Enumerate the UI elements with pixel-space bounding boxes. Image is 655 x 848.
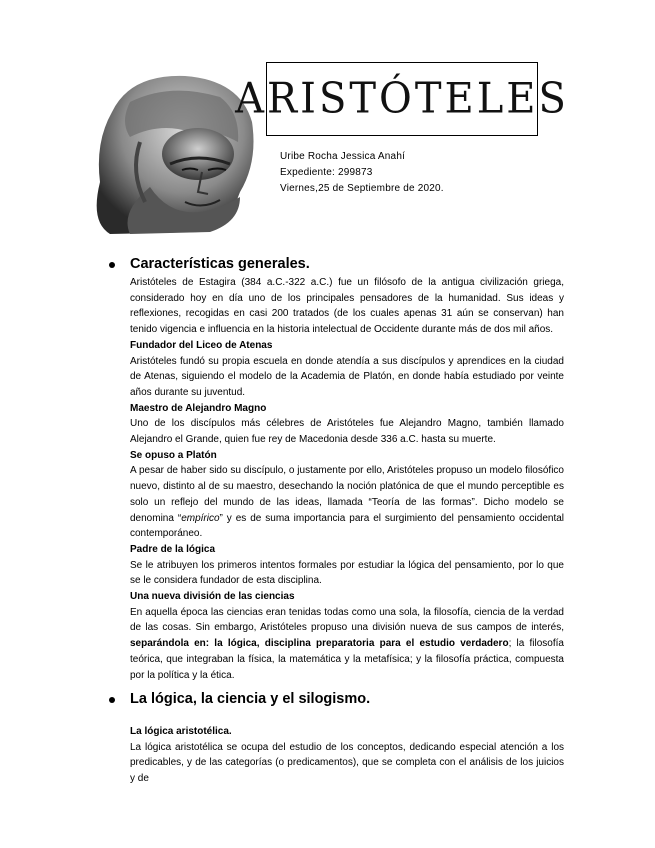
subsection-text: La lógica aristotélica se ocupa del estudio de los conceptos, dedicando especial atención a los predicables, y de las categorías (o predicamentos), que se completa con el análisis de los juicios y de <box>130 741 564 785</box>
subsection-text: Aristóteles fundó su propia escuela en donde atendía a sus discípulos y aprendices en la ciudad de Atenas, siguiendo el modelo de la Academia de Platón, en donde había estudiado por veinte años durante su juventud. <box>130 355 564 398</box>
subsection-heading: Una nueva división de las ciencias <box>130 591 295 603</box>
text-segment: En aquella época las ciencias eran tenidas todas como una sola, la filosofía, ciencia de la verdad de las cosas. Sin embargo, Aristóteles propuso una división nueva de sus campos de interés, <box>130 606 564 634</box>
subsection-heading: Maestro de Alejandro Magno <box>130 402 267 414</box>
bullet-icon <box>109 262 115 268</box>
subsection-text: Se le atribuyen los primeros intentos formales por estudiar la lógica del pensamiento, por lo que se le considera fundador de esta disciplina. <box>130 559 564 587</box>
title-box <box>235 62 569 136</box>
section-logic-content <box>130 724 564 787</box>
expediente: Expediente: 299873 <box>280 167 373 178</box>
text-segment: ; la filosofía teórica, que integraban la física, la matemática y la metafísica; y la filosofía práctica, compuesta por la política y la ética. <box>130 638 564 681</box>
text-segment: ” y es de suma importancia para el surgimiento del pensamiento occidental contemporáneo. <box>130 512 565 540</box>
emphasis-text: empírico <box>181 512 220 524</box>
section-title: La lógica, la ciencia y el silogismo. <box>130 691 371 707</box>
section-title: Características generales. <box>130 256 310 272</box>
document-title: ARISTÓTELES <box>235 74 569 124</box>
subsection-text: Uno de los discípulos más célebres de Aristóteles fue Alejandro Magno, también llamado Alejandro el Grande, quien fue rey de Macedonia desde 336 a.C. hasta su muerte. <box>130 418 564 446</box>
section-logic <box>110 690 370 708</box>
text-segment: A pesar de haber sido su discípulo, o justamente por ello, Aristóteles propuso un modelo filosófico nuevo, distinto al de su maestro, desechando la noción platónica de que el mundo perceptible es solo un reflejo del mundo de las ideas, llamada “Teoría de las formas”. Dicho modelo se denomina “ <box>130 465 564 524</box>
author-info <box>280 149 444 197</box>
date: Viernes,25 de Septiembre de 2020. <box>280 183 444 194</box>
subsection-heading: Se opuso a Platón <box>130 449 217 461</box>
subsection-heading: Fundador del Liceo de Atenas <box>130 339 273 351</box>
bold-text: separándola en: la lógica, disciplina preparatoria para el estudio verdadero <box>130 638 509 650</box>
author-name: Uribe Rocha Jessica Anahí <box>280 151 406 162</box>
section-characteristics <box>110 255 310 273</box>
bullet-icon <box>109 697 115 703</box>
subsection-heading: La lógica aristotélica. <box>130 726 232 737</box>
section-characteristics-content <box>130 275 564 683</box>
subsection-heading: Padre de la lógica <box>130 543 216 555</box>
intro-paragraph: Aristóteles de Estagira (384 a.C.-322 a.C.) fue un filósofo de la antigua civilización griega, considerado hoy en día uno de los principales pensadores de la humanidad. Sus ideas y reflexiones, recogidas en casi 200 tratados (de los cuales apenas 31 aún se conservan) han tenido vigencia e influencia en la historia intelectual de Occidente durante más de dos mil años. <box>130 277 564 336</box>
subsection-text <box>130 463 564 542</box>
subsection-text <box>130 605 564 684</box>
